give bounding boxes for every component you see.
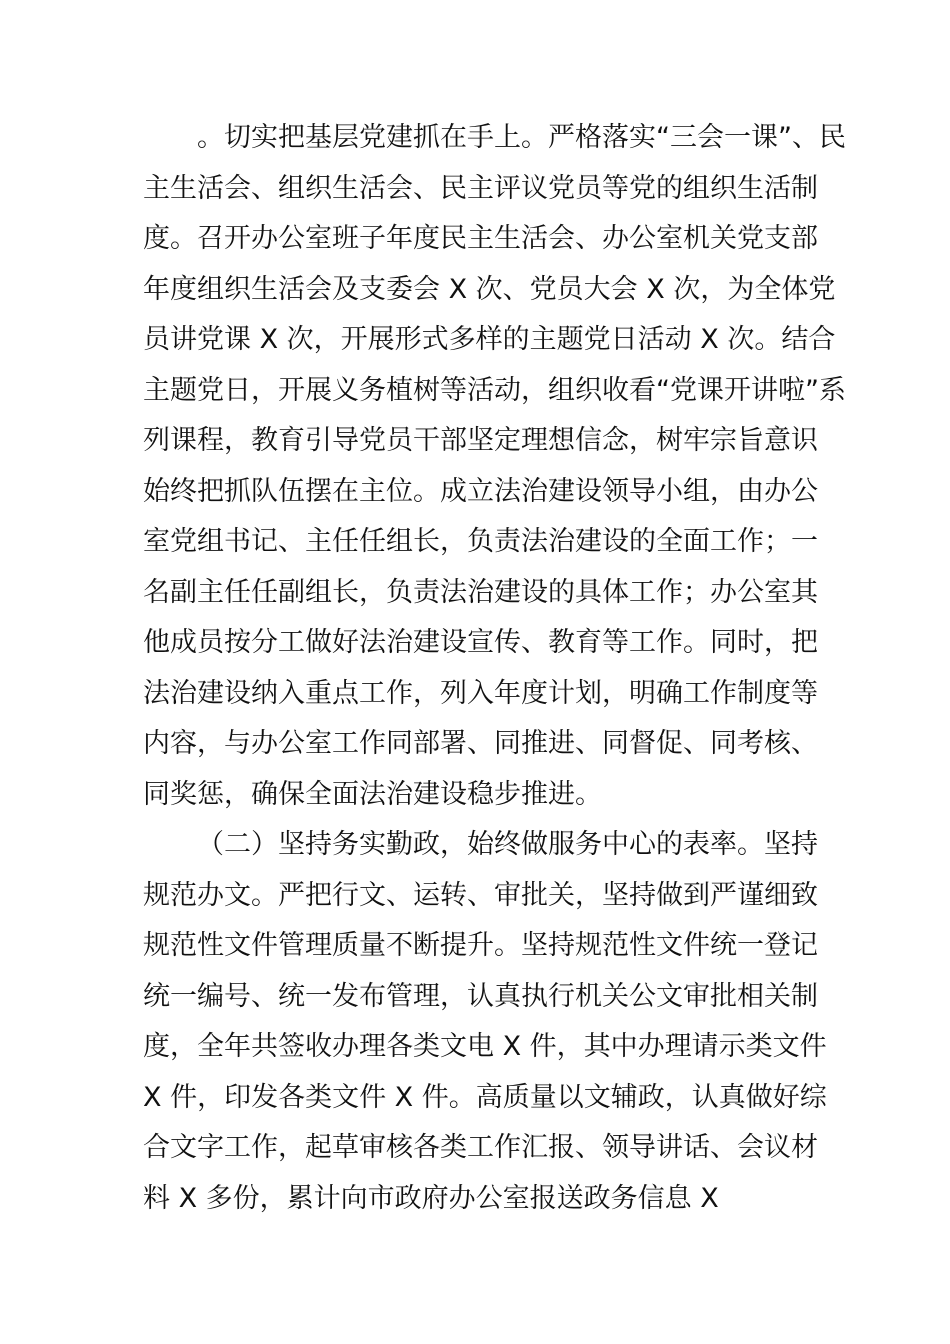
paragraph-line: X 件，印发各类文件 X 件。高质量以文辅政，认真做好综 [143,1081,827,1113]
paragraph-line: 同奖惩，确保全面法治建设稳步推进。 [143,778,602,810]
paragraph-line: 。切实把基层党建抓在手上。严格落实“三会一课”、民 [197,122,846,153]
paragraph-line: 列课程，教育引导党员干部坚定理想信念，树牢宗旨意识 [143,425,818,456]
body-text [143,113,846,1224]
paragraph-line: 规范性文件管理质量不断提升。坚持规范性文件统一登记 [143,930,818,961]
paragraph-line: 度，全年共签收办理各类文电 X 件，其中办理请示类文件 [143,1031,827,1062]
paragraph-line: 规范办文。严把行文、运转、审批关，坚持做到严谨细致 [143,879,818,911]
paragraph-line: 室党组书记、主任任组长，负责法治建设的全面工作；一 [143,526,818,557]
paragraph-line: 合文字工作，起草审核各类工作汇报、领导讲话、会议材 [143,1132,818,1163]
paragraph-line: 始终把抓队伍摆在主位。成立法治建设领导小组，由办公 [143,475,818,507]
paragraph-line: 料 X 多份，累计向市政府办公室报送政务信息 X [143,1182,719,1214]
paragraph-line: 度。召开办公室班子年度民主生活会、办公室机关党支部 [143,223,818,254]
paragraph-line: 法治建设纳入重点工作，列入年度计划，明确工作制度等 [143,677,818,709]
paragraph-line: 员讲党课 X 次，开展形式多样的主题党日活动 X 次。结合 [143,324,836,355]
paragraph-line: 统一编号、统一发布管理，认真执行机关公文审批相关制 [143,980,818,1012]
paragraph-line: 年度组织生活会及支委会 X 次、党员大会 X 次，为全体党 [143,273,836,305]
paragraph-line: 主生活会、组织生活会、民主评议党员等党的组织生活制 [143,172,818,204]
section-heading-line: （二）坚持务实勤政，始终做服务中心的表率。坚持 [197,829,818,860]
paragraph-line: 内容，与办公室工作同部署、同推进、同督促、同考核、 [143,728,818,759]
paragraph-line: 主题党日，开展义务植树等活动，组织收看“党课开讲啦”系 [143,374,846,406]
paragraph-line: 名副主任任副组长，负责法治建设的具体工作；办公室其 [143,576,818,608]
paragraph-line: 他成员按分工做好法治建设宣传、教育等工作。同时，把 [143,627,818,658]
